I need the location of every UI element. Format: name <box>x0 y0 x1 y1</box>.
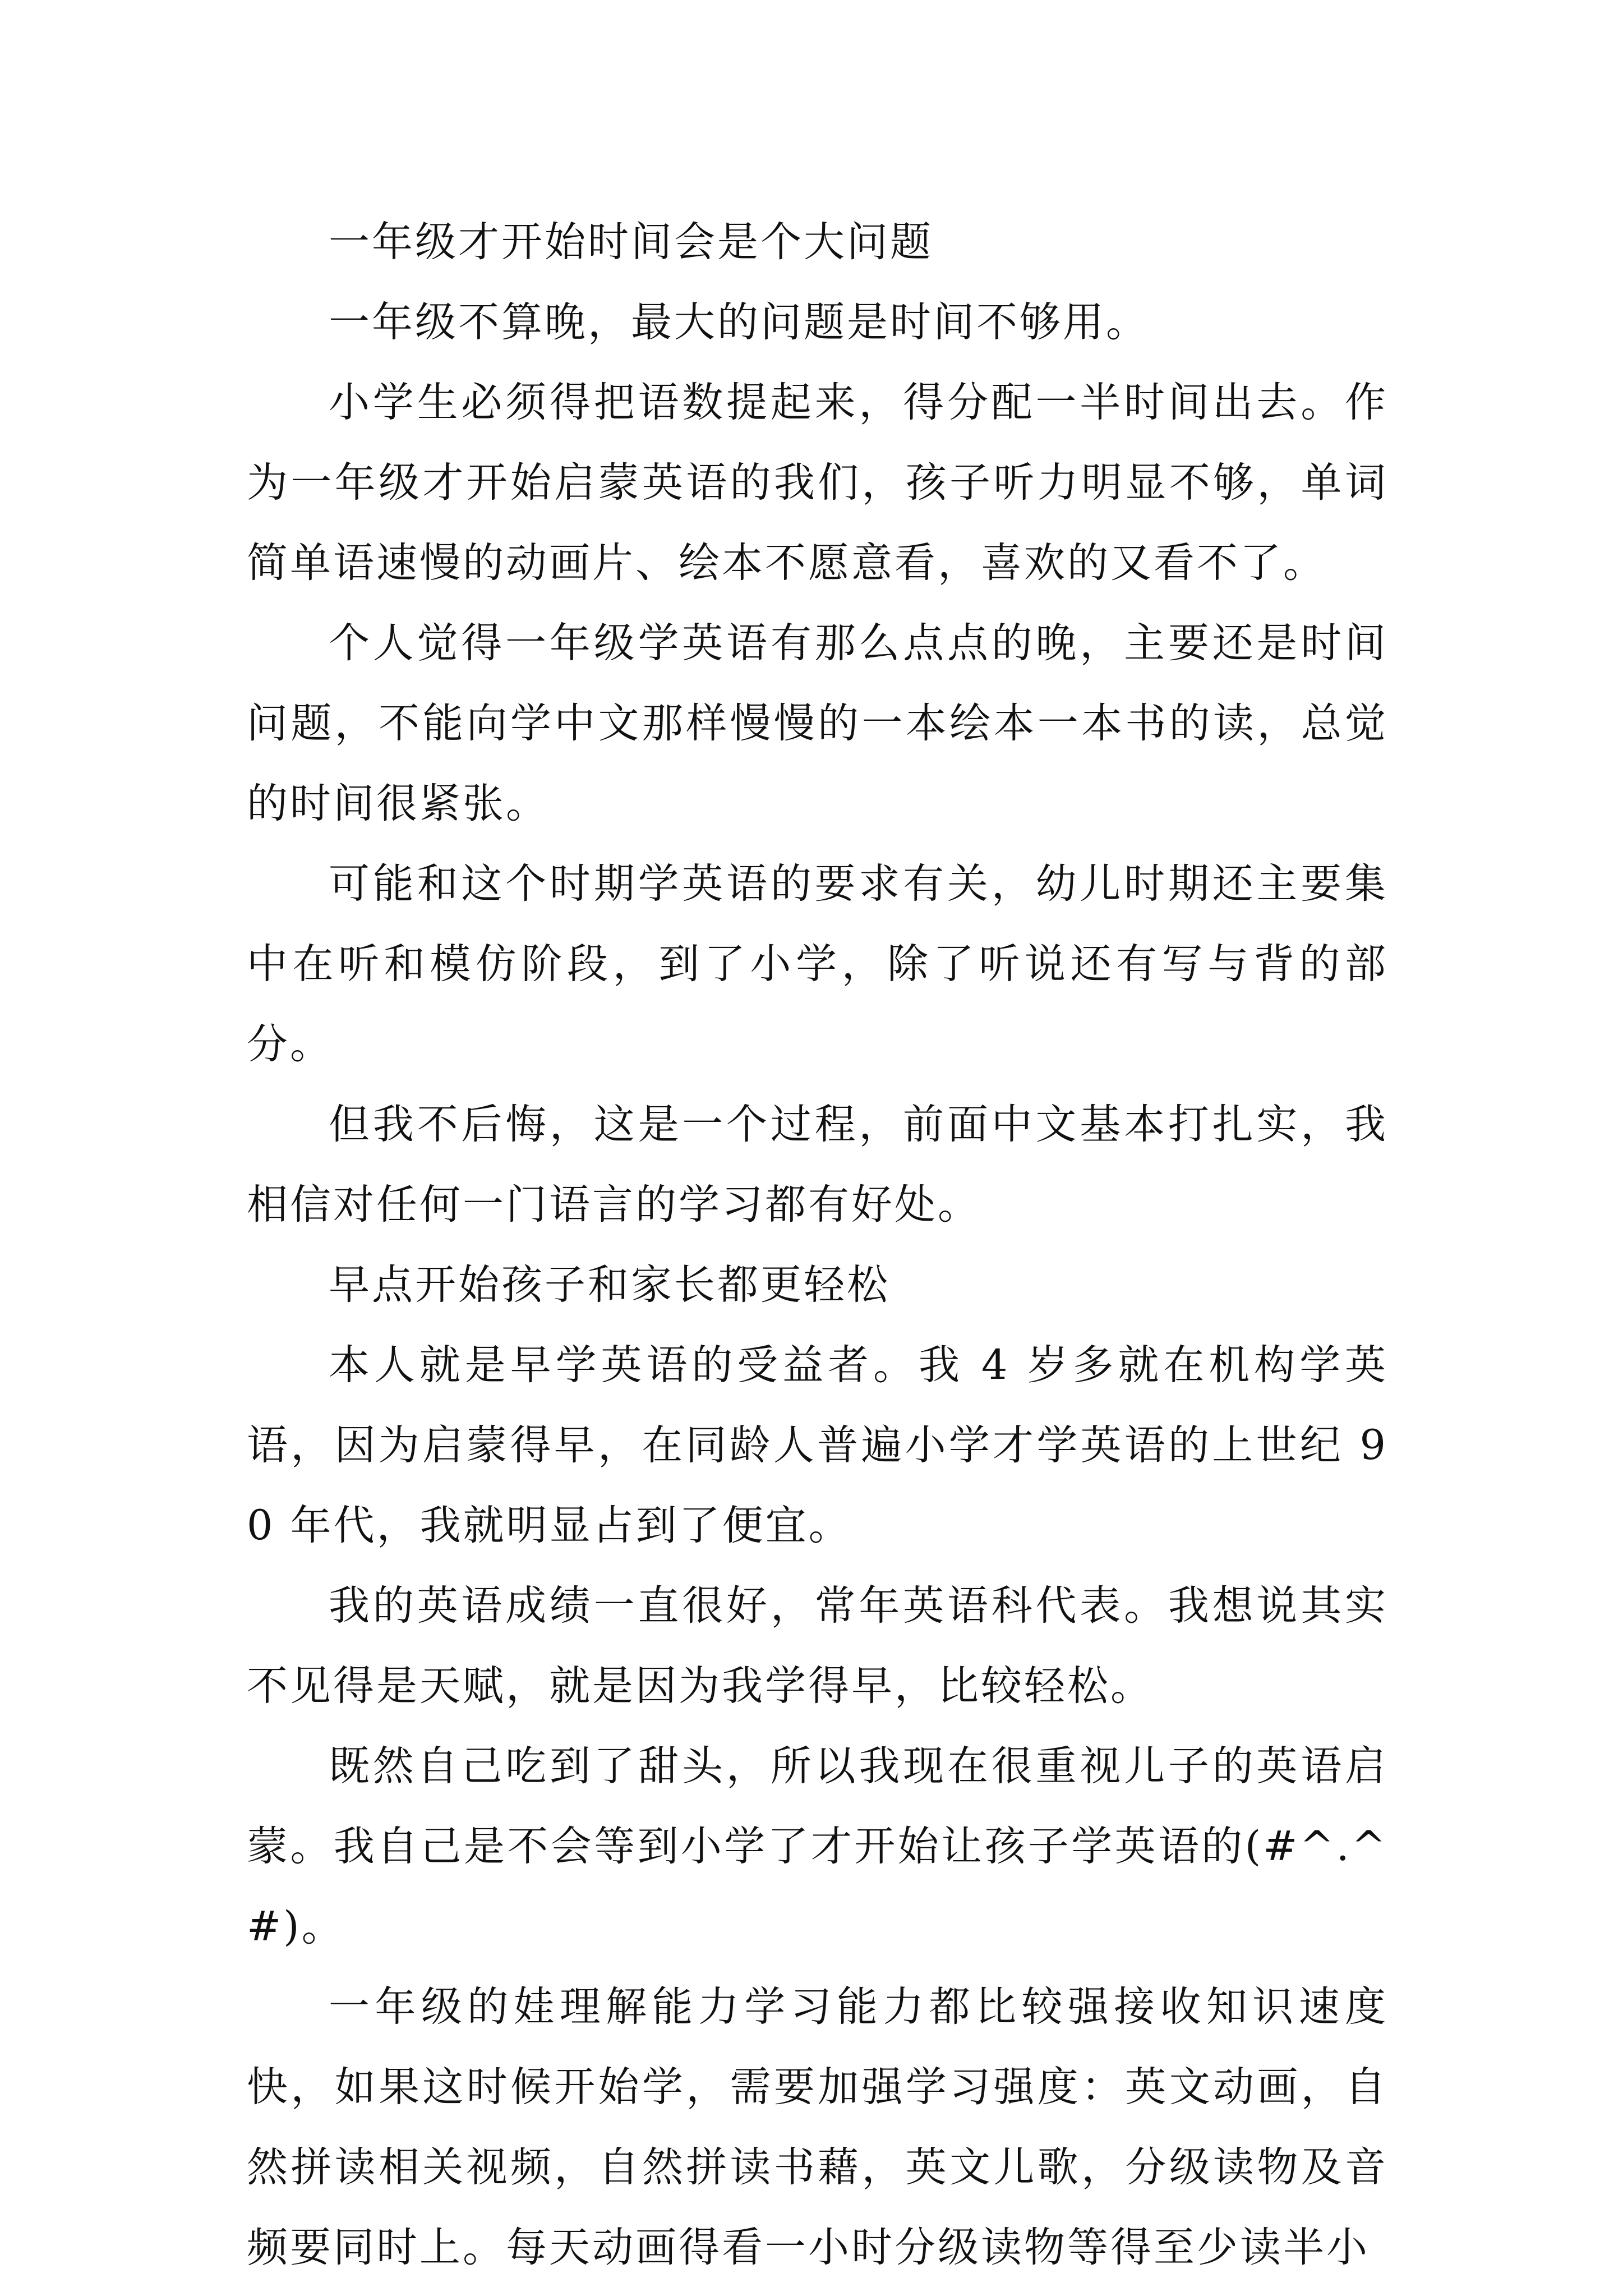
paragraph: 小学生必须得把语数提起来，得分配一半时间出去。作为一年级才开始启蒙英语的我们，孩子听力明显不够，单词简单语速慢的动画片、绘本不愿意看，喜欢的又看不了。 <box>247 379 1388 587</box>
paragraph: 一年级不算晚，最大的问题是时间不够用。 <box>329 298 1149 346</box>
paragraph: 我的英语成绩一直很好，常年英语科代表。我想说其实不见得是天赋，就是因为我学得早，比较轻松。 <box>247 1582 1388 1710</box>
document-body <box>247 202 1388 2288</box>
paragraph: 一年级的娃理解能力学习能力都比较强接收知识速度快，如果这时候开始学，需要加强学习强度：英文动画，自然拼读相关视频，自然拼读书藉，英文儿歌，分级读物及音频要同时上。每天动画得看一小时分级读物等得至少读半小 <box>247 1983 1388 2271</box>
paragraph: 本人就是早学英语的受益者。我 4 岁多就在机构学英语，因为启蒙得早，在同龄人普遍小学才学英语的上世纪 90 年代，我就明显占到了便宜。 <box>247 1341 1388 1549</box>
paragraph: 个人觉得一年级学英语有那么点点的晚，主要还是时间问题，不能向学中文那样慢慢的一本绘本一本书的读，总觉的时间很紧张。 <box>247 619 1388 827</box>
paragraph: 可能和这个时期学英语的要求有关，幼儿时期还主要集中在听和模仿阶段，到了小学，除了听说还有写与背的部分。 <box>247 860 1388 1068</box>
paragraph-heading-1: 一年级才开始时间会是个大问题 <box>329 218 933 266</box>
paragraph: 但我不后悔，这是一个过程，前面中文基本打扎实，我相信对任何一门语言的学习都有好处。 <box>247 1101 1388 1228</box>
paragraph: 既然自己吃到了甜头，所以我现在很重视儿子的英语启蒙。我自己是不会等到小学了才开始让孩子学英语的(#^.^#)。 <box>247 1742 1388 1950</box>
paragraph-heading-2: 早点开始孩子和家长都更轻松 <box>329 1261 890 1309</box>
